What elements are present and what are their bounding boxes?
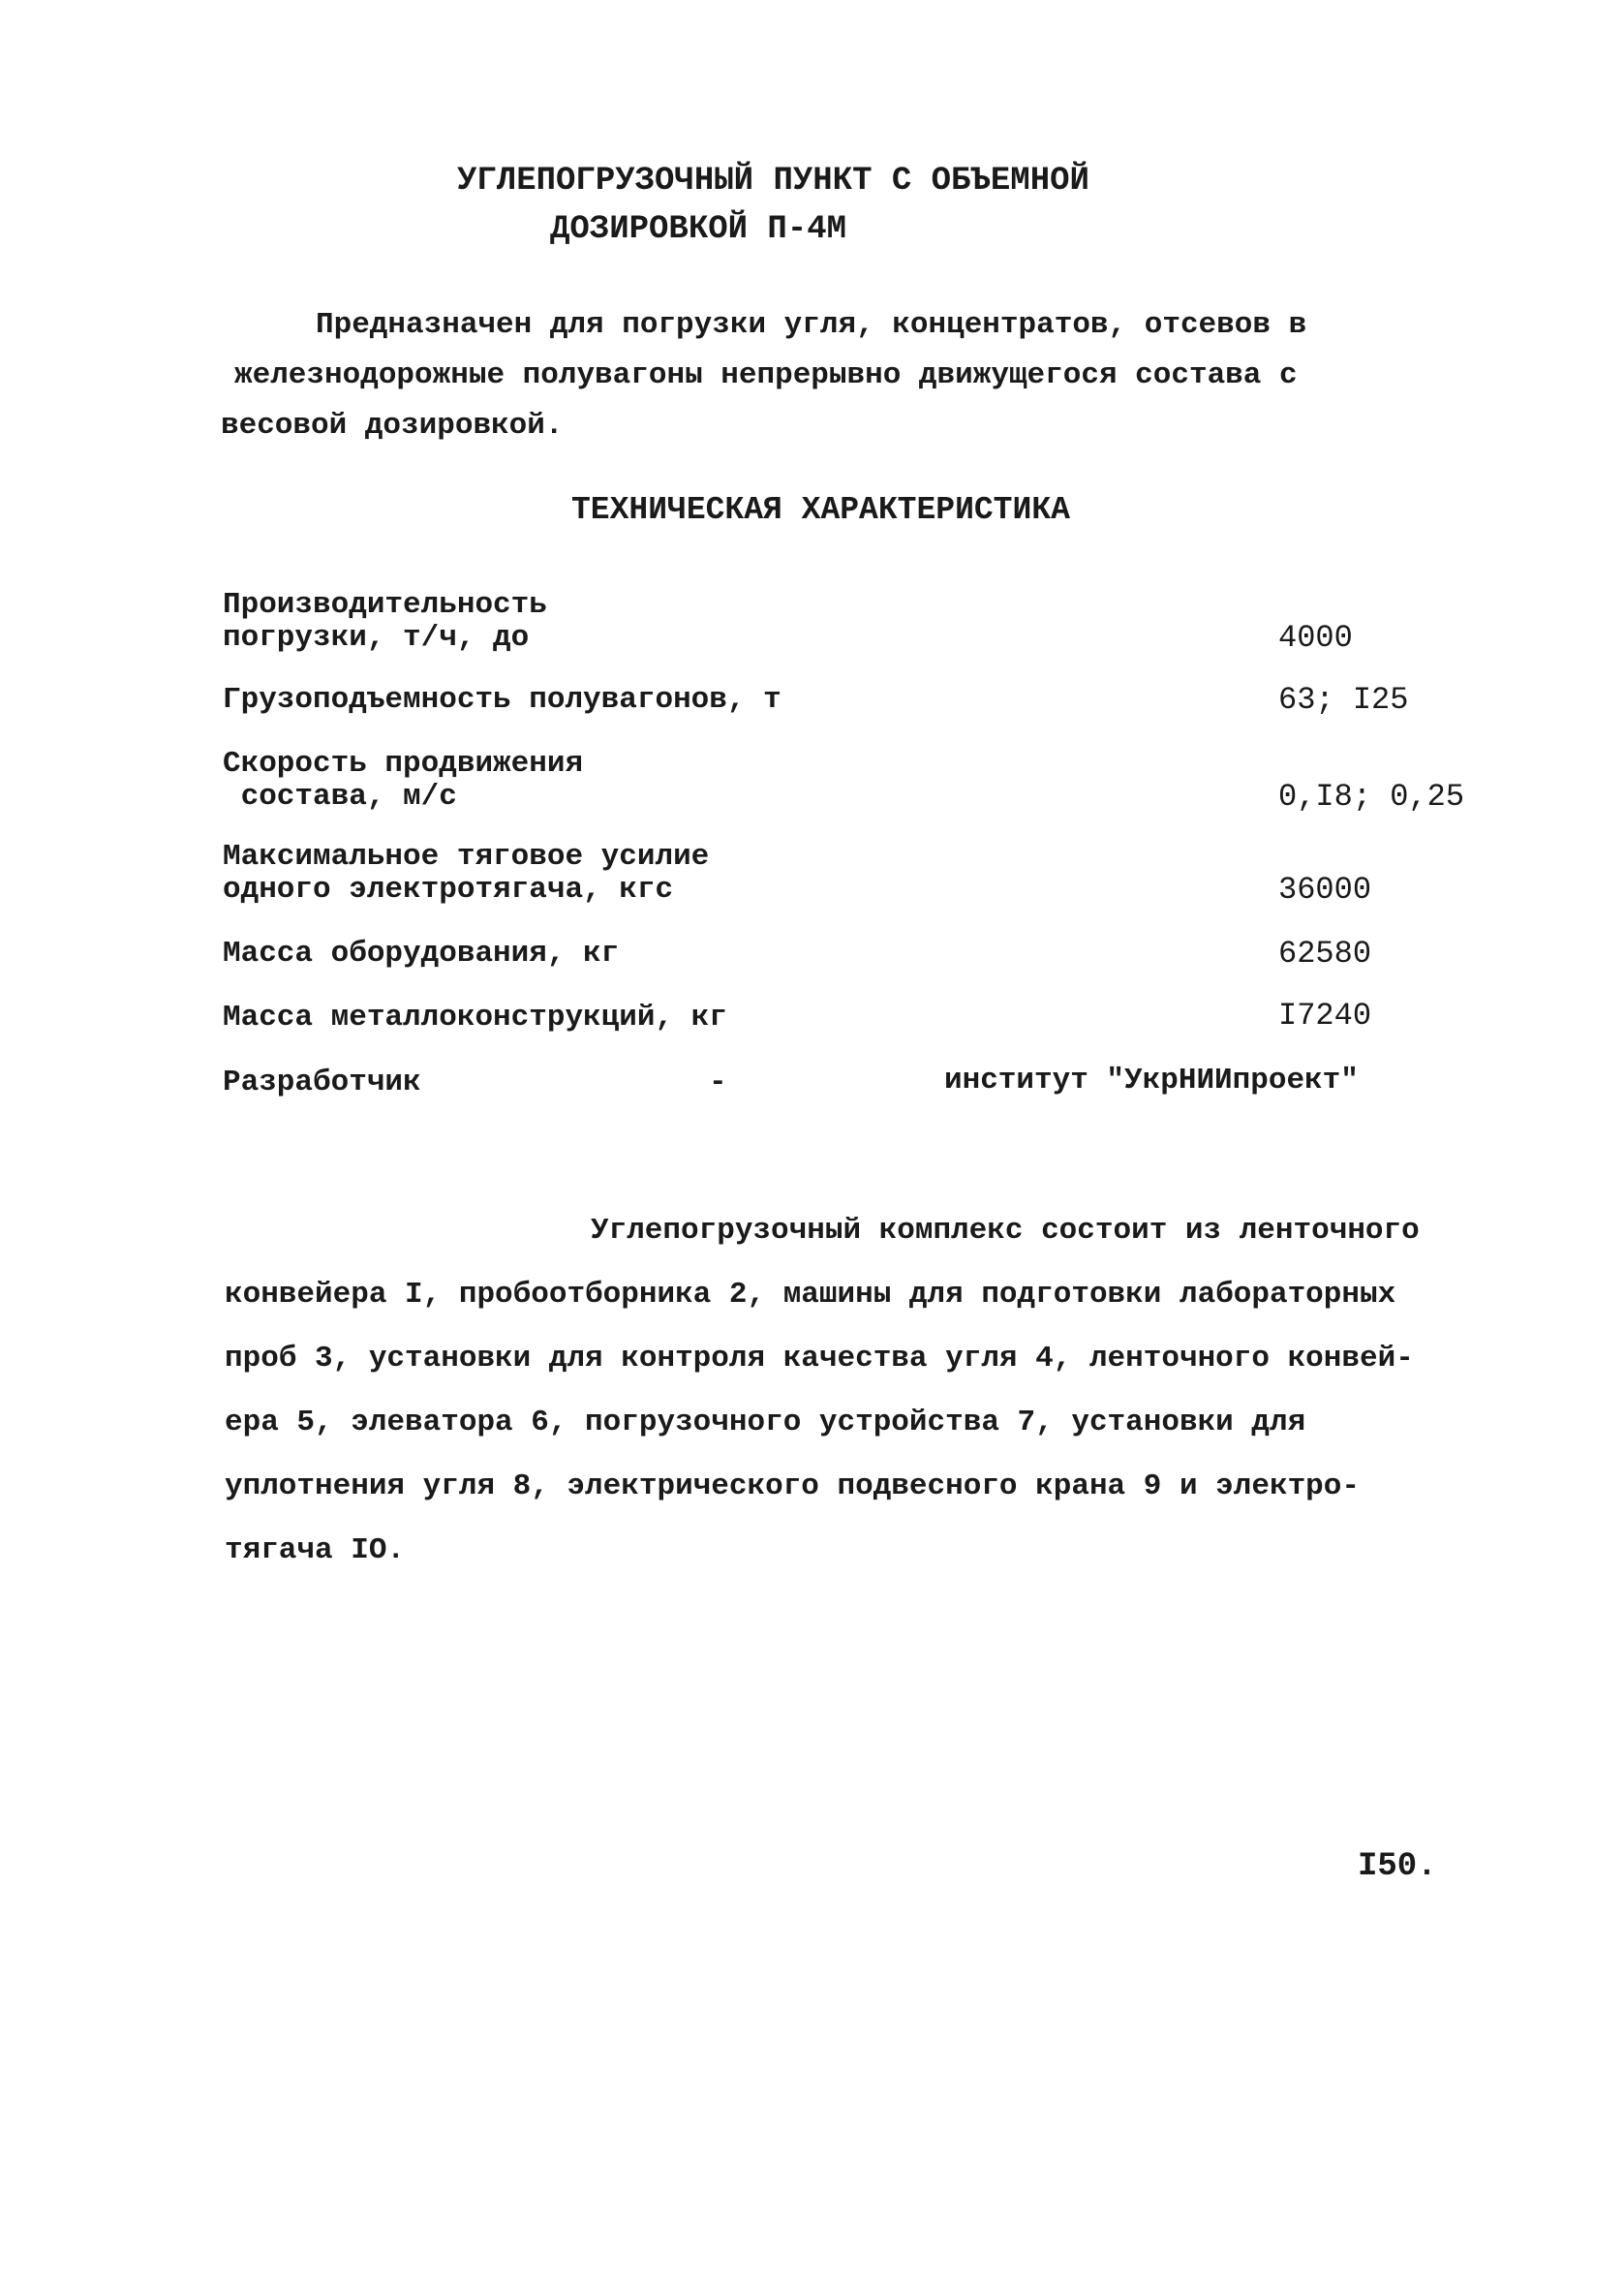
- spec-label-line: Грузоподъемность полувагонов, т: [223, 683, 781, 717]
- spec-label-speed: [223, 748, 583, 814]
- spec-value-capacity: 63; I25: [1278, 682, 1409, 718]
- description-paragraph: [225, 1199, 1532, 1583]
- description-line: уплотнения угля 8, электрического подвесного крана 9 и электро-: [225, 1469, 1360, 1503]
- developer-value: институт "УкрНИИпроект": [944, 1064, 1359, 1098]
- intro-line: железнодорожные полувагоны непрерывно движущегося состава с: [234, 358, 1298, 392]
- spec-label-line: одного электротягача, кгс: [223, 873, 674, 907]
- spec-label-capacity: [223, 684, 781, 717]
- developer-dash: -: [709, 1066, 727, 1099]
- specs-heading: ТЕХНИЧЕСКАЯ ХАРАКТЕРИСТИКА: [571, 492, 1070, 528]
- spec-label-steel-mass: [223, 1002, 727, 1035]
- page-number: I50.: [1358, 1848, 1437, 1885]
- spec-label-line: Скорость продвижения: [223, 747, 584, 781]
- spec-label-line: погрузки, т/ч, до: [223, 621, 530, 655]
- spec-value-traction: 36000: [1278, 872, 1372, 908]
- spec-value-speed: 0,I8; 0,25: [1278, 779, 1465, 815]
- intro-paragraph: [221, 300, 1412, 451]
- description-line: ера 5, элеватора 6, погрузочного устройства 7, установки для: [225, 1406, 1306, 1439]
- description-line: Углепогрузочный комплекс состоит из ленточного: [591, 1214, 1420, 1248]
- spec-label-productivity: [223, 589, 547, 655]
- document-title-line-1: УГЛЕПОГРУЗОЧНЫЙ ПУНКТ С ОБЪЕМНОЙ: [457, 163, 1089, 200]
- spec-label-line: Масса металлоконструкций, кг: [223, 1001, 727, 1035]
- spec-value-equipment-mass: 62580: [1278, 936, 1372, 972]
- spec-label-line: состава, м/с: [223, 780, 457, 814]
- intro-line: весовой дозировкой.: [221, 409, 564, 443]
- document-title-line-2: ДОЗИРОВКОЙ П-4М: [550, 211, 847, 248]
- spec-label-line: Производительность: [223, 588, 547, 622]
- spec-label-line: Масса оборудования, кг: [223, 937, 620, 971]
- spec-label-line: Максимальное тяговое усилие: [223, 840, 710, 874]
- developer-label: Разработчик: [223, 1066, 421, 1099]
- description-line: проб 3, установки для контроля качества угля 4, ленточного конвей-: [225, 1342, 1414, 1376]
- description-line: тягача IO.: [225, 1533, 406, 1567]
- spec-value-steel-mass: I7240: [1278, 998, 1372, 1034]
- intro-line: Предназначен для погрузки угля, концентратов, отсевов в: [316, 308, 1307, 342]
- spec-value-productivity: 4000: [1278, 620, 1353, 656]
- description-line: конвейера I, пробоотборника 2, машины для подготовки лабораторных: [225, 1278, 1396, 1312]
- spec-label-equipment-mass: [223, 938, 619, 971]
- spec-label-traction: [223, 841, 709, 907]
